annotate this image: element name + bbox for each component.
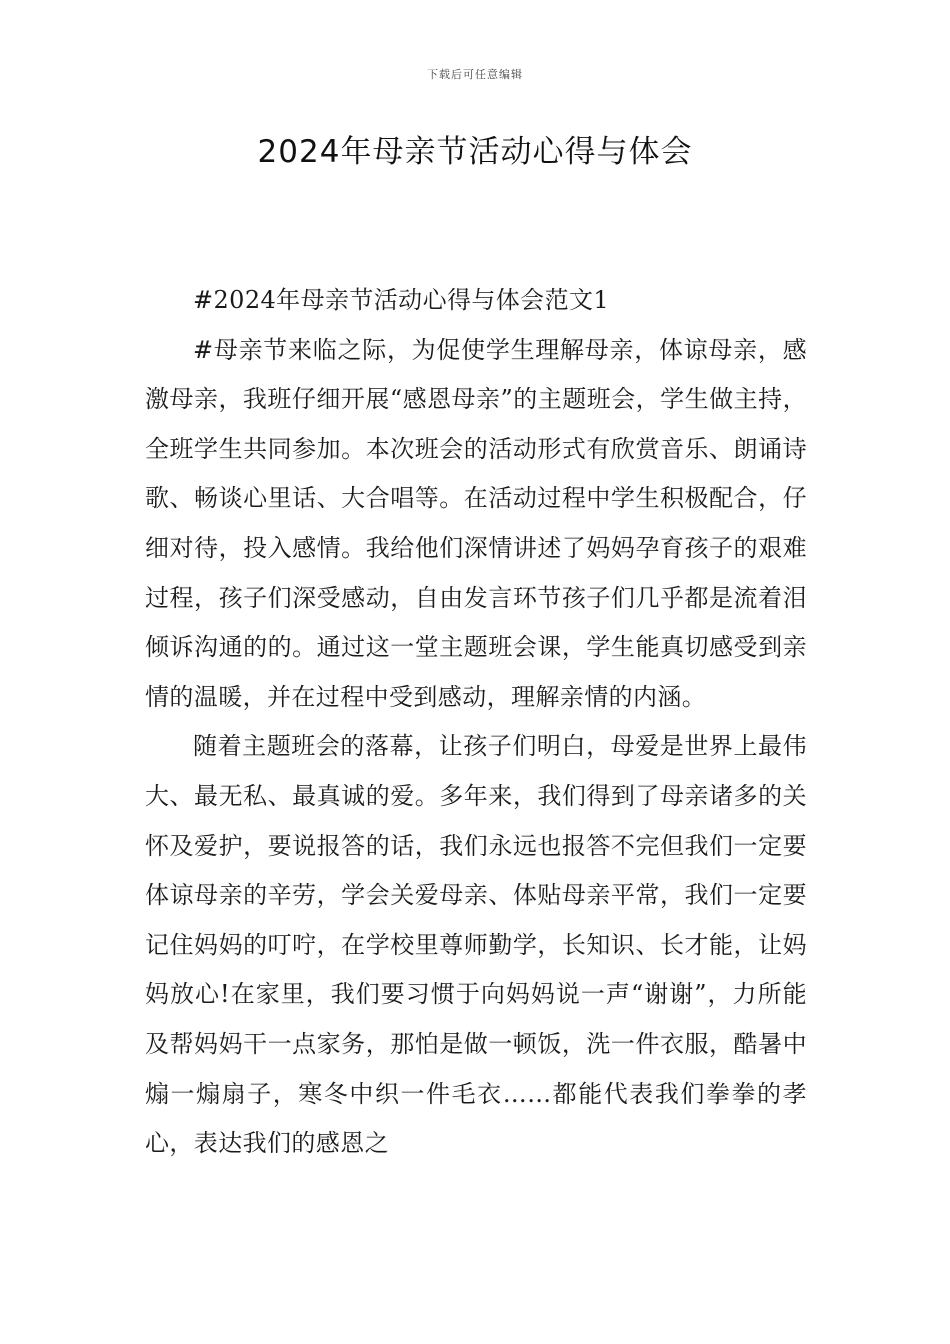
document-body (145, 276, 807, 1169)
section-heading: #2024年母亲节活动心得与体会范文1 (193, 286, 610, 314)
paragraph: #母亲节来临之际，为促使学生理解母亲，体谅母亲，感激母亲，我班仔细开展“感恩母亲”的主题班会，学生做主持，全班学生共同参加。本次班会的活动形式有欣赏音乐、朗诵诗歌、畅谈心里话、大合唱等。在活动过程中学生积极配合，仔细对待，投入感情。我给他们深情讲述了妈妈孕育孩子的艰难过程，孩子们深受感动，自由发言环节孩子们几乎都是流着泪倾诉沟通的的。通过这一堂主题班会课，学生能真切感受到亲情的温暖，并在过程中受到感动，理解亲情的内涵。 (145, 335, 807, 711)
paragraph: 随着主题班会的落幕，让孩子们明白，母爱是世界上最伟大、最无私、最真诚的爱。多年来，我们得到了母亲诸多的关怀及爱护，要说报答的话，我们永远也报答不完但我们一定要体谅母亲的辛劳，学会关爱母亲、体贴母亲平常，我们一定要记住妈妈的叮咛，在学校里尊师勤学，长知识、长才能，让妈妈放心!在家里，我们要习惯于向妈妈说一声“谢谢”，力所能及帮妈妈干一点家务，那怕是做一顿饭，洗一件衣服，酷暑中煽一煽扇子，寒冬中织一件毛衣……都能代表我们拳拳的孝心，表达我们的感恩之 (145, 732, 807, 1158)
header-note: 下载后可任意编辑 (427, 68, 523, 81)
document-title: 2024年母亲节活动心得与体会 (257, 134, 693, 170)
